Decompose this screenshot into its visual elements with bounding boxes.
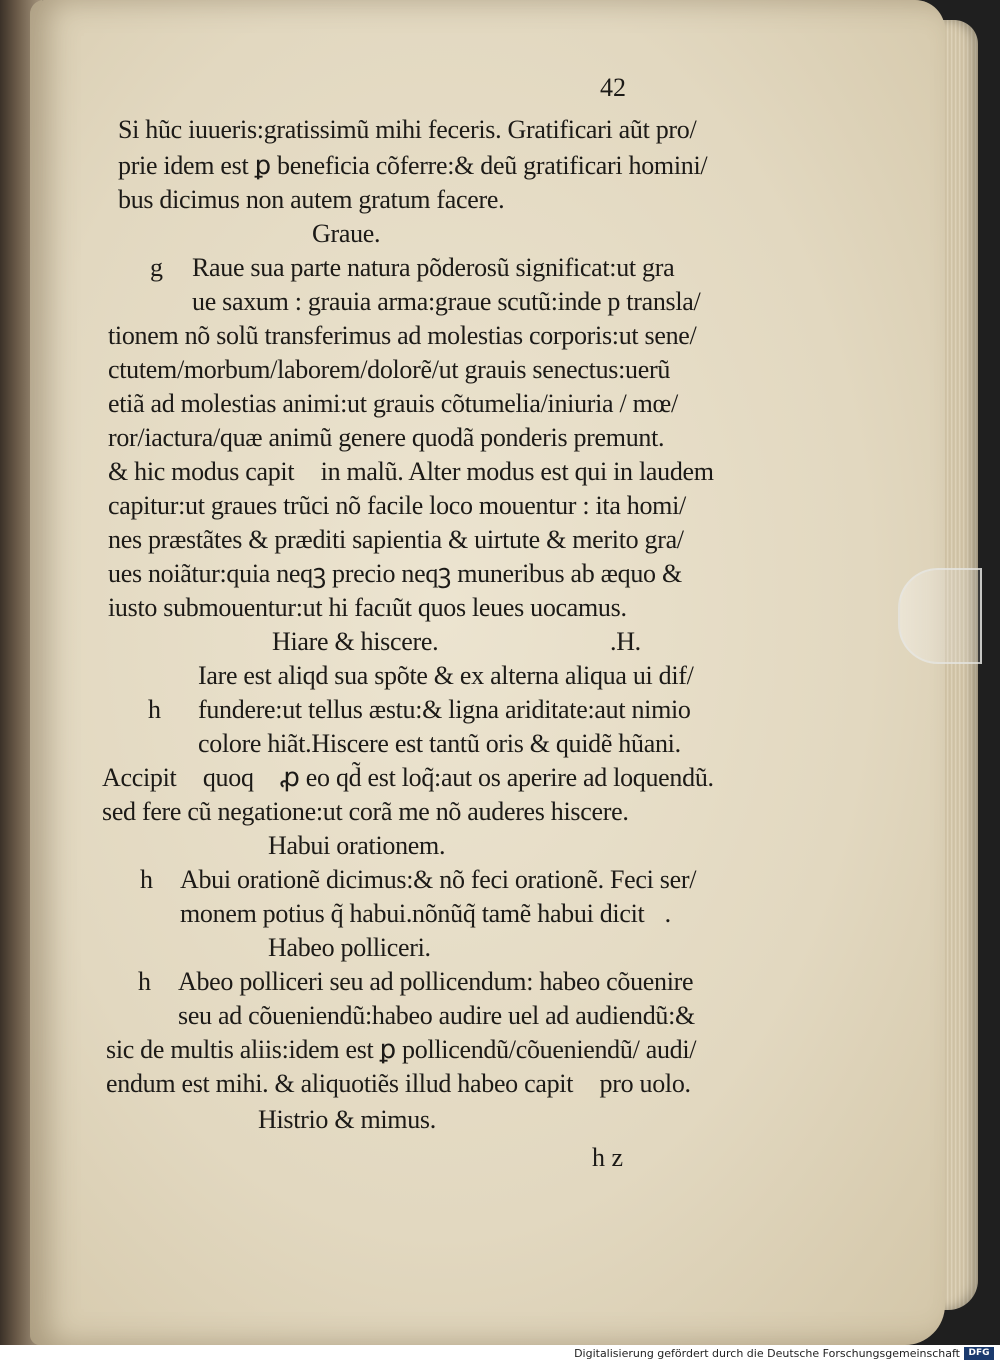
text-line: tionem nõ solũ transferimus ad molestias corporis:ut sene/ [108,321,697,350]
text-line: monem potius q̃ habui.nõnũq̃ tamẽ habui dicit᷑. [180,899,671,928]
text-line: prie idem est ꝑ beneficia cõferre:& deũ gratificari homini/ [118,151,708,180]
signature-mark: h z [592,1143,624,1172]
section-heading: Hiare & hiscere. [272,627,439,656]
text-line: seu ad cõueniendũ:habeo audire uel ad audiendũ:& [178,1001,695,1030]
text-line: Abeo polliceri seu ad pollicendum: habeo cõuenire [178,967,694,996]
text-line: bus dicimus non autem gratum facere. [118,185,505,214]
dfg-logo: DFG [964,1347,994,1360]
text-line: ue saxum : grauia arma:graue scutũ:inde p transla/ [192,287,701,316]
text-line: Iare est aliqd sua spõte & ex alterna aliqua ui dif/ [198,661,694,690]
text-line: & hic modus capit᷑ in malũ. Alter modus est qui in laudem [108,457,714,486]
initial-letter: g [150,253,163,282]
text-line: Accipit᷑ quoqꝫ ꝓ eo qd̃ est loq̃:aut os aperire ad loquendũ. [102,763,714,792]
section-heading: Habeo polliceri. [268,933,431,962]
footer-credit: Digitalisierung gefördert durch die Deutsche Forschungsgemeinschaft [574,1347,960,1360]
text-line: ues noiãtur:quia neqꝫ precio neqꝫ muneribus ab æquo & [108,559,682,588]
text-line: iusto submouentur:ut hi facıũt quos leues uocamus. [108,593,627,622]
section-heading: Graue. [312,219,381,248]
text-line: Si hũc iuueris:gratissimũ mihi feceris. Gratificari aũt pro/ [118,115,697,144]
text-line: endum est mihi. & aliquotiẽs illud habeo capit᷑ pro uolo. [106,1069,691,1098]
text-line: colore hiãt.Hiscere est tantũ oris & quidẽ hũani. [198,729,681,758]
text-line: Abui orationẽ dicimus:& nõ feci orationẽ. Feci ser/ [180,865,697,894]
initial-letter: h [148,695,161,724]
initial-letter: h [138,967,151,996]
text-line: ctutem/morbum/laborem/dolorẽ/ut grauis senectus:uerũ [108,355,671,384]
text-line: capitur:ut graues trũci nõ facile loco mouentur : ita homi/ [108,491,686,520]
section-heading: Histrio & mimus. [258,1105,436,1134]
text-line: fundere:ut tellus æstu:& ligna ariditate:aut nimio [198,695,691,724]
section-heading: Habui orationem. [268,831,446,860]
initial-letter: h [140,865,153,894]
text-line: Raue sua parte natura põderosũ significat:ut gra [192,253,675,282]
page-number: 42 [600,73,626,102]
text-line: ror/iactura/quæ animũ genere quodã ponderis premunt. [108,423,665,452]
text-line: sed fere cũ negatione:ut corã me nõ auderes hiscere. [102,797,629,826]
section-letter: .H. [610,627,641,656]
text-line: nes præstãtes & præditi sapientia & uirtute & merito gra/ [108,525,684,554]
text-line: sic de multis aliis:idem est ꝑ pollicendũ/cõueniendũ/ audi/ [106,1035,697,1064]
footer-bar [0,1345,1000,1363]
text-line: etiã ad molestias animi:ut grauis cõtumelia/iniuria / mœ/ [108,389,678,418]
